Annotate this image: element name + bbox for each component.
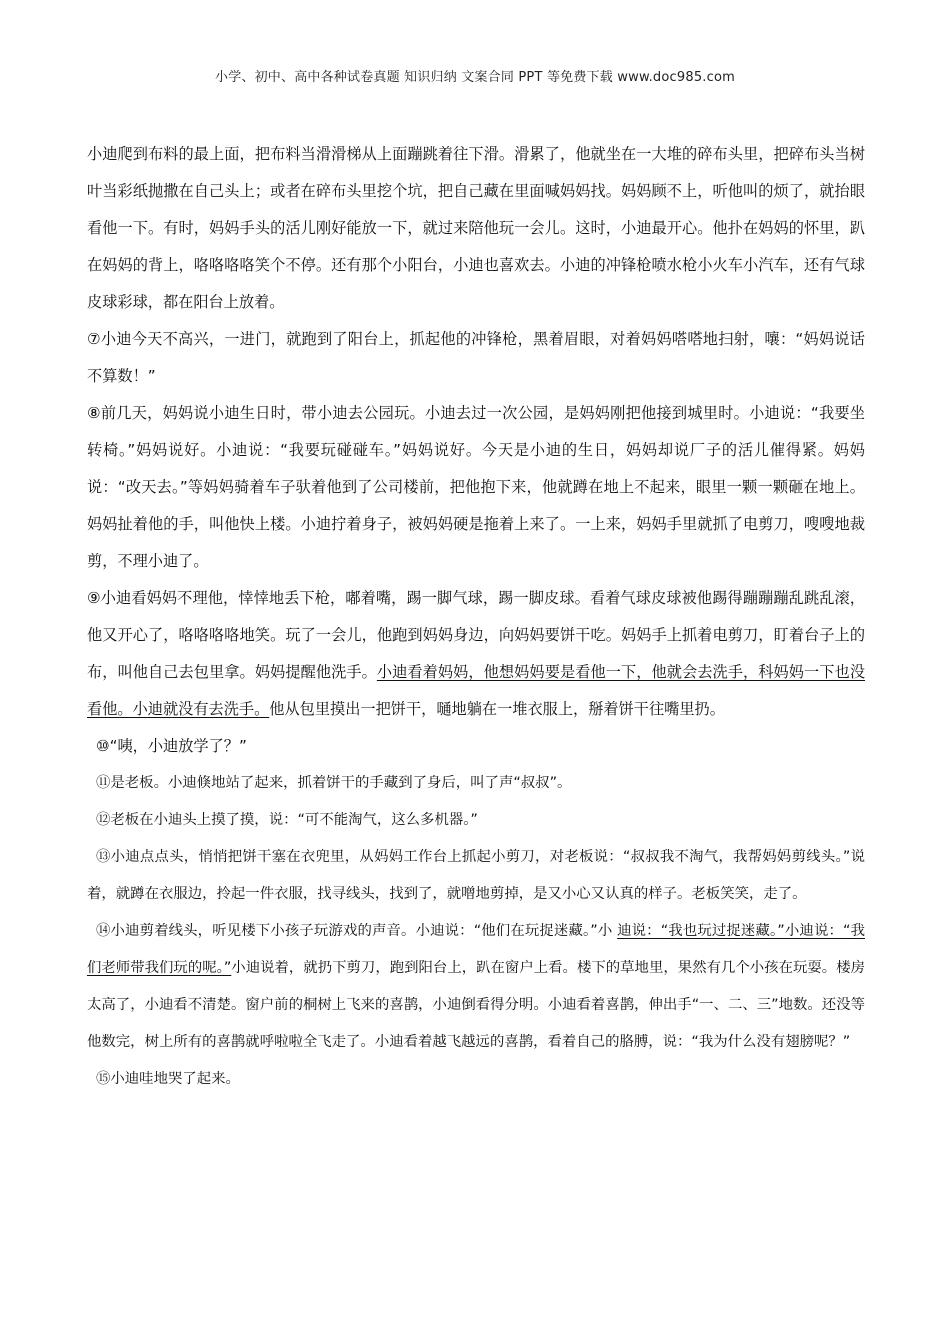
paragraph-9-text-b: 他从包里摸出一把饼干，嗵地躺在一堆衣服上，掰着饼干往嘴里扔。 bbox=[269, 700, 725, 718]
article-body bbox=[87, 136, 865, 1098]
paragraph-9-text-a: ⑨小迪看妈妈不理他，悻悻地丢下枪，嘟着嘴，踢一脚气球，踢一脚皮球。看着气球皮球被他踢得蹦蹦蹦乱跳乱滚，他又开心了，咯咯咯咯地笑。玩了一会儿，他跑到妈妈身边，向妈妈要饼干吃。妈妈手上抓着电剪刀，盯着台子上的布，叫他自己去包里拿。妈妈提醒他洗手。 bbox=[87, 589, 865, 681]
paragraph-9-underlined: 小迪看着妈妈，他想妈妈要是看他一下，他就会去洗手，科妈妈一下也没看他。小迪就没有去洗手。 bbox=[87, 663, 866, 718]
paragraph-13 bbox=[87, 839, 865, 913]
page-header: 小学、初中、高中各种试卷真题 知识归纳 文案合同 PPT 等免费下载 www.doc985.com bbox=[215, 70, 735, 85]
paragraph-7: ⑦小迪今天不高兴，一进门，就跑到了阳台上，抓起他的冲锋枪，黑着眉眼，对着妈妈嗒嗒地扫射，嚷：“妈妈说话不算数！” bbox=[87, 330, 865, 385]
paragraph-6: 小迪爬到布料的最上面，把布料当滑滑梯从上面蹦跳着往下滑。滑累了，他就坐在一大堆的碎布头里，把碎布头当树叶当彩纸抛撒在自己头上；或者在碎布头里挖个坑，把自己藏在里面喊妈妈找。妈妈顾不上，听他叫的烦了，就抬眼看他一下。有时，妈妈手头的活儿刚好能放一下，就过来陪他玩一会儿。这时，小迪最开心。他扑在妈妈的怀里，趴在妈妈的背上，咯咯咯咯笑个不停。还有那个小阳台，小迪也喜欢去。小迪的冲锋枪喷水枪小火车小汽车，还有气球皮球彩球，都在阳台上放着。 bbox=[87, 145, 865, 311]
paragraph-15: ⑮小迪哇地哭了起来。 bbox=[96, 1071, 240, 1087]
paragraph-9 bbox=[87, 580, 865, 728]
paragraph-13-text: ⑬小迪点点头，悄悄把饼干塞在衣兜里，从妈妈工作台上抓起小剪刀，对老板说：“叔叔我不淘气，我帮妈妈剪线头。”说着，就蹲在衣服边，拎起一件衣服，找寻线头，找到了，就噌地剪掉，是又小心又认真的样子。老板笑笑，走了。 bbox=[87, 849, 865, 902]
paragraph-14-text-a: ⑭小迪剪着线头，听见楼下小孩子玩游戏的声音。小迪说：“他们在玩捉迷藏。”小 bbox=[96, 923, 618, 939]
paragraph-11: ⑪是老板。小迪倏地站了起来，抓着饼干的手藏到了身后，叫了声“叔叔”。 bbox=[96, 775, 572, 791]
paragraph-10: ⑩“咦，小迪放学了？” bbox=[96, 737, 247, 755]
paragraph-8: ⑧前几天，妈妈说小迪生日时，带小迪去公园玩。小迪去过一次公园，是妈妈刚把他接到城里时。小迪说：“我要坐转椅。”妈妈说好。小迪说：“我要玩碰碰车。”妈妈说好。今天是小迪的生日，妈妈却说厂子的活儿催得紧。妈妈说：“改天去。”等妈妈骑着车子驮着他到了公司楼前，把他抱下来，他就蹲在地上不起来，眼里一颗一颗砸在地上。妈妈扯着他的手，叫他快上楼。小迪拧着身子，被妈妈硬是拖着上来了。一上来，妈妈手里就抓了电剪刀，嗖嗖地裁剪，不理小迪了。 bbox=[87, 404, 865, 570]
paragraph-14-text-b: 小迪说着，就扔下剪刀，跑到阳台上，趴在窗户上看。楼下的草地里，果然有几个小孩在玩耍。楼房太高了，小迪看不清楚。窗户前的桐树上飞来的喜鹊，小迪倒看得分明。小迪看着喜鹊，伸出手“一、二、三”地数。还没等他数完，树上所有的喜鹊就呼啦啦全飞走了。小迪看着越飞越远的喜鹊，看着自己的胳膊，说：“我为什么没有翅膀呢？” bbox=[87, 960, 865, 1050]
paragraph-12: ⑫老板在小迪头上摸了摸，说：“可不能淘气，这么多机器。” bbox=[96, 812, 478, 828]
paragraph-14-underlined: 迪说：“我也玩过捉迷藏。”小迪说：“我们老师带我们玩的呢。” bbox=[87, 923, 865, 976]
paragraph-14 bbox=[87, 913, 865, 1061]
